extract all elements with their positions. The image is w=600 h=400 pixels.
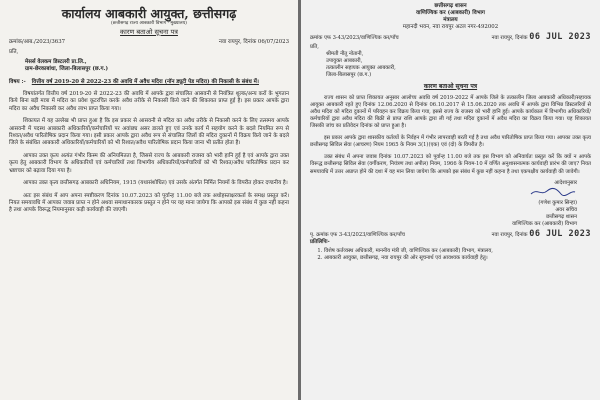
government-line: छत्तीसगढ़ शासन [434, 3, 467, 9]
body-paragraph: अतः इस संबंध में आप अपना स्पष्टीकरण दिनांक 10.07.2023 को पूर्वान्ह 11.00 बजे तक अधोहस्ताक्षरकर्ता के समक्ष प्रस्तुत करें। नियत समयावधि में आपका जवाब प्राप्त न होने अथवा समाधानकारक प्रस्तुत न होने पर यह माना जायेगा कि आपको इस संबंध में कुछ नहीं कहना है तथा आपके विरूद्ध नियमानुसार कड़ी कार्यवाही की जाएगी। [9, 192, 289, 214]
prati-label: प्रति, [310, 44, 319, 51]
reference-line [9, 39, 289, 46]
order-line: आदेशानुसार [554, 179, 577, 186]
addressee-line: ग्राम-छेरकाबांधा, जिला-बिलासपुर (छ.ग.) [25, 66, 109, 73]
body-paragraph: उक्त संबंध में अपना जवाब दिनांक 10.07.2023 को पूर्वान्ह 11.00 बजे तक इस विभाग को अनिवार्यतः प्रस्तुत करें कि क्यों न आपके विरूद्ध छत्तीसगढ़ सिविल सेवा (वर्गीकरण, नियंत्रण तथा अपील) नियम, 1966 के नियम-10 में वर्णित अनुशासनात्मक कार्यवाही प्रारंभ की जाए? नियत समयावधि में उत्तर अप्राप्त होने की दशा में यह मान लिया जायेगा कि आपको इस संबंध में कुछ नहीं कहना है तथा एकपक्षीय कार्यवाही की जावेगी। [310, 154, 591, 175]
endorsement-reference: पृ. क्रमांक एफ 3-43/2023/वाणिज्यिक कर/पाँच [310, 232, 405, 239]
signatory-post: अवर सचिव [555, 206, 577, 213]
addressee-line: जिला-बिलासपुर (छ.ग.) [326, 72, 372, 79]
office-title: कार्यालय आबकारी आयुक्त, छत्तीसगढ़ [61, 6, 237, 21]
addressee-block [310, 51, 591, 79]
addressee-line: उपायुक्त आबकारी, [326, 58, 363, 65]
reference-line [310, 34, 591, 42]
signatory-name: (गणेश कुमार सिन्हा) [538, 199, 577, 206]
office-subtitle: (छत्तीसगढ़ राज्य आबकारी विभाग · मुख्यालय) [111, 21, 187, 26]
department-line: वाणिज्यिक कर (आबकारी) विभाग [416, 10, 485, 16]
list-item: 1. विशेष कर्तव्यस्थ अधिकारी, माननीय मंत्री जी, वाणिज्यिक कर (आबकारी) विभाग, मंत्रालय, [324, 248, 591, 255]
body-paragraph: विषयांतर्गत वित्तीय वर्ष 2019-20 से 2022-23 की अवधि में आपके द्वारा संचालित आसवनी से नियंत्रित शुल्क/अन्य करों के भुगतान किये बिना बड़ी मात्रा में मदिरा का प्रवेश कूटरचित करके अवैध तरीके से निकासी किये जाने की शिकायत प्राप्त हुई है। इस प्रकार आपके द्वारा मदिरा का अवैध निकासी कर अवैध लाभ प्राप्त किया गया। [9, 91, 289, 112]
reference-place-date: नवा रायपुर, दिनांक [491, 35, 528, 41]
addressee-line: श्रीमती नीतू नोतानी, [326, 51, 364, 58]
body-paragraph: शिकायत में यह उल्लेख भी प्राप्त हुआ है कि इस प्रकार से आसवनी से मदिरा का अवैध तरीके से निकासी करने के लिए तत्समय आपके आसवनी में पदस्थ आबकारी अधिकारियों/कर्मचारियों पर अवांछ्य असर डालते हुए एवं उनके कार्य में सहयोग करने के बदले नियमित रूप से रिश्वत/अवैध पारितोषिक प्रदान किया गया। इसी प्रकार आपके द्वारा अवैध रूप से संचालित जिलों की मदिरा दुकानों में विक्रय किये जाने के बदले जिले के संबंधित आबकारी अधिकारियों/कर्मचारियों को भी रिश्वत/अवैध पारितोषिक प्रदान किया जाना भी प्रतीत होता है। [9, 118, 289, 147]
addressee-block [9, 59, 289, 74]
reference-number: क्रमांक एफ 3-43/2023/वाणिज्यिक कर/पाँच [310, 35, 399, 41]
body-paragraph: आपका उक्त कृत्य छत्तीसगढ़ आबकारी अधिनियम, 1915 (यथासंशोधित) एवं उसके अंतर्गत निर्मित नियमों के विपरीत होकर दण्डनीय है। [23, 180, 288, 187]
notice-title: कारण बताओ सूचना पत्र [423, 82, 478, 90]
endorsement-line [310, 231, 591, 239]
subject-block [9, 79, 289, 86]
date-stamp: 06 JUL 2023 [529, 32, 591, 42]
subject-text: वित्तीय वर्ष 2019-20 से 2022-23 की अवधि में अवैध मदिरा (नॉन ड्यूटी पेड मदिरा) की निकासी के संबंध में। [31, 78, 259, 85]
signature-block [310, 180, 591, 229]
body-paragraph: इस प्रकार आपके द्वारा शासकीय कर्तव्यों के निर्वहन में गंभीर लापरवाही बरती गई है तथा अवैध पारितोषिक प्राप्त किया गया। आपका उक्त कृत्य छत्तीसगढ़ सिविल सेवा (आचरण) नियम 1965 के नियम 3(1)(एक) एवं (दो) के विपरीत है। [310, 135, 591, 149]
addressee-line: तत्कालीन सहायक आयुक्त आबकारी, [326, 65, 396, 72]
reference-place-date: नवा रायपुर, दिनांक 06/07/2023 [218, 39, 289, 45]
copy-to-list [310, 248, 591, 262]
endorsement-place: नवा रायपुर, दिनांक [491, 232, 528, 239]
signatory-post: छत्तीसगढ़ शासन [546, 213, 577, 220]
right-letter-page [301, 0, 600, 400]
reference-number: क्रमांक/आब./2023/3637 [9, 39, 66, 45]
copy-to-label: प्रतिलिपिः- [310, 239, 330, 246]
prati-label: प्रति, [9, 49, 19, 56]
signature-scribble [529, 187, 577, 197]
letterhead [310, 3, 591, 31]
subject-label: विषय :- [9, 78, 26, 85]
date-stamp: 06 JUL 2023 [529, 229, 591, 240]
list-item: 2. आबकारी आयुक्त, छत्तीसगढ़, नवा रायपुर की ओर सूचनार्थ एवं आवश्यक कार्यवाही हेतु। [324, 255, 591, 262]
body-paragraph: आपका उक्त कृत्य अत्यंत गंभीर किस्म की अनियमितता है, जिससे राज्य के आबकारी राजस्व को भारी हानि हुई है एवं आपके द्वारा उक्त कृत्य हेतु आबकारी विभाग के अधिकारियों एवं कर्मचारियों तथा विभागीय अधिकारियों/कर्मचारियों को भी रिश्वत/अवैध पारितोषिक प्रदान कर भ्रष्टाचार को बढ़ावा दिया गया है। [9, 152, 289, 174]
signatory-post: वाणिज्यिक कर (आबकारी) विभाग [512, 221, 577, 228]
notice-title: कारण बताओ सूचना पत्र [120, 28, 178, 36]
addressee-line: मेसर्स वेलकम डिस्टलरी प्रा.लि., [25, 58, 87, 65]
building-line: महानदी भवन, नवा रायपुर अटल नगर-492002 [402, 24, 499, 30]
body-paragraph: राज्य शासन को प्राप्त शिकायत अनुसार आलोच्य अवधि वर्ष 2019-2022 में आपके जिले के तत्कालीन जिला आबकारी अधिकारी/सहायक आयुक्त आबकारी रहते हुए दिनांक 12.06.2020 से दिनांक 06.10.2017 से 15.06.2020 तक अवधि में आपके द्वारा विभिन्न डिस्टलरियों से अवैध मदिरा को मदिरा दुकानों में परिवहन कर विक्रय किया गया, इससे राज्य के राजस्व को भारी हानि हुई। आपके कार्यकाल में विभागीय अधिकारियों/कर्मचारियों द्वारा अवैध मदिरा की बिक्री से प्राप्त राशि आपके द्वारा ली गई तथा मदिरा दुकानों में अवैध मदिरा का विक्रय किया गया। यह शिकायत जिसकी जांच का प्रतिवेदन दिनांक को प्राप्त हुआ है। [310, 94, 591, 130]
left-letter-page [0, 0, 298, 400]
ministry-line: मंत्रालय [443, 17, 458, 23]
